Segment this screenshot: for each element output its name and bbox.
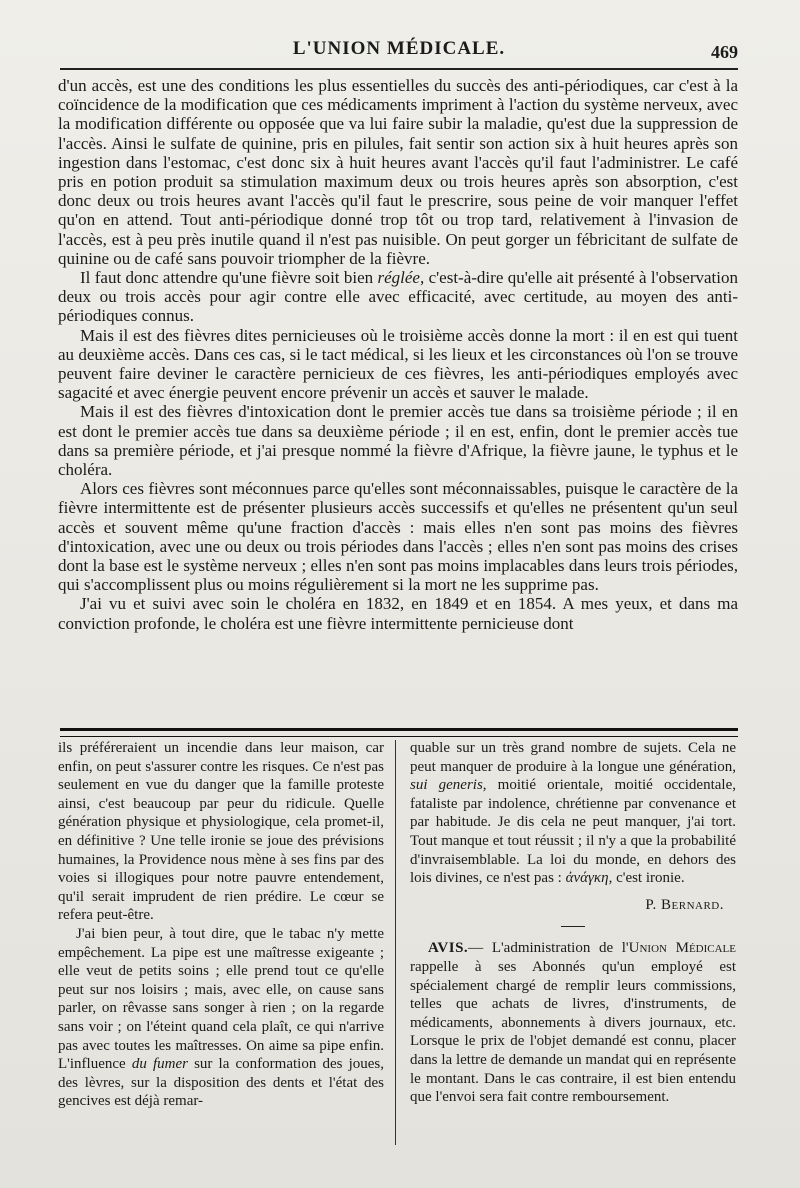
author-signature: P. Bernard. xyxy=(645,896,724,913)
greek-word: ἀνάγκη, xyxy=(565,870,613,887)
main-paragraph-1: d'un accès, est une des conditions les plus essentielles du succès des anti-périodiques, car c'est à la coïncidence de la modification que ces médicaments impriment à l'action du système nerveux, avec la modification différente ou opposée que va lui faire subir la maladie, qu'est due la suppression de l'accès. Ainsi le sulfate de quinine, pris en pilules, fait sentir son action six à huit heures après son ingestion dans l'estomac, c'est donc six à huit heures avant l'accès qu'il faut l'administrer. Le café pris en potion produit sa stimulation maximum deux ou trois heures après son absorption, c'est donc deux ou trois heures avant l'accès qu'il faut le prescrire, sous peine de voir manquer l'effet qu'on en attend. Tout anti-périodique donné trop tôt ou trop tard, relativement à l'invasion de l'accès, est à peu près inutile quand il n'est pas nuisible. On peut gorger un fébricitant de sulfate de quinine ou de café sans pouvoir triompher de la fièvre. xyxy=(58,76,738,268)
text-run: Il faut donc attendre qu'une fièvre soit bien xyxy=(80,268,378,288)
header-rule xyxy=(60,68,738,70)
avis-notice xyxy=(410,939,736,1106)
text-run: — L'administration de l' xyxy=(468,940,629,957)
text-run: quable sur un très grand nombre de sujets. Cela ne peut manquer de produire à la longue une génération, xyxy=(410,740,736,775)
text-run: rappelle à ses Abonnés qu'un employé est spécialement chargé de remplir leurs commissions, telles que achats de livres, d'instruments, de médicaments, abonnements à divers journaux, etc. Lorsque le prix de l'objet demandé est connu, placer dans la lettre de demande un mandat qui en représente le montant. Dans le cas contraire, il est bien entendu que l'envoi sera fait contre remboursement. xyxy=(410,958,736,1106)
left-paragraph-1: ils préféreraient un incendie dans leur maison, car enfin, on peut s'assurer contre les risques. Ce n'est pas seulement en vue du danger que la famille proteste ainsi, c'est beaucoup par peur du ridicule. Quelle génération physique et physiologique, cela promet-il, en définitive ? Une telle ironie se joue des prévisions humaines, la Providence nous mène à ses fins par des voies si illogiques pour notre pauvre entendement, qu'il serait imprudent de rien prédire. Le cœur se refera peut-être. xyxy=(58,740,384,924)
right-paragraph-1 xyxy=(410,739,736,888)
text-run: c'est ironie. xyxy=(612,870,685,887)
emphasis-du-fumer: du fumer xyxy=(131,1056,188,1073)
main-article xyxy=(58,76,738,633)
feuilleton-right-column xyxy=(410,739,736,1107)
journal-name: Union Médicale xyxy=(628,940,736,957)
page-header xyxy=(60,36,738,66)
main-paragraph-6: J'ai vu et suivi avec soin le choléra en 1832, en 1849 et en 1854. A mes yeux, et dans ma conviction profonde, le choléra est une fièvre intermittente pernicieuse dont xyxy=(58,594,738,633)
main-paragraph-2 xyxy=(58,268,738,326)
emphasis-sui-generis: sui generis, xyxy=(410,777,487,794)
journal-title: L'UNION MÉDICALE. xyxy=(292,38,506,59)
main-paragraph-4: Mais il est des fièvres d'intoxication dont le premier accès tue dans sa troisième période ; il en est dont le premier accès tue dans sa deuxième période ; il en est, enfin, dont le premier accès tue dans sa première période, et j'ai presque nommé la fièvre d'Afrique, la fièvre jaune, le typhus et le choléra. xyxy=(58,402,738,480)
emphasis-reglee: réglée, xyxy=(377,268,425,288)
page-number: 469 xyxy=(711,42,738,62)
short-rule xyxy=(561,926,585,927)
feuilleton-left-column xyxy=(58,739,384,1111)
text-run: moitié orientale, moitié occidentale, fataliste par indolence, chrétienne par convenance et par habitude. Je dis cela ne peut manquer, j'ai tort. Tout manque et tout réussit ; il n'y a que la probabilité d'invraisemblable. La loi du monde, en dehors des lois divines, ce n'est pas : xyxy=(410,777,736,887)
column-divider xyxy=(395,740,396,1145)
text-run: J'ai bien peur, à tout dire, que le tabac n'y mette empêchement. La pipe est une maîtresse exigeante ; elle veut de petits soins ; elle prend tout ce qu'elle peut sur nos loisirs ; mais, avec elle, on cause sans parler, on rêvasse sans songer à rien ; on la regarde sans voir ; on l'éteint quand cela plaît, ce qui n'arrive pas avec toutes les maîtresses. On aime sa pipe enfin. L'influence xyxy=(58,925,384,1073)
left-paragraph-2 xyxy=(58,925,384,1111)
main-paragraph-5: Alors ces fièvres sont méconnues parce qu'elles sont méconnaissables, puisque le caractère de la fièvre intermittente est de présenter plusieurs accès successifs et qu'elles ne présentent qu'un seul accès et souvent même qu'une fraction d'accès : mais elles n'en sont pas moins des fièvres d'intoxication, avec une ou deux ou trois périodes dans l'accès ; elles n'en sont pas moins des crises dont la base est le système nerveux ; elles n'en sont pas moins implacables dans leurs trois périodes, qui s'accomplissent plus ou moins régulièrement si la mort ne les supprime pas. xyxy=(58,479,738,595)
feuilleton-separator xyxy=(60,728,738,737)
avis-label: AVIS. xyxy=(428,940,469,957)
main-paragraph-3: Mais il est des fièvres dites pernicieuses où le troisième accès donne la mort : il en est qui tuent au deuxième accès. Dans ces cas, si le tact médical, si les lieux et les circonstances où l'on se trouve peuvent faire deviner le caractère pernicieux de ces fièvres, les anti-périodiques employés avec sagacité et avec énergie peuvent encore prévenir un accès et sauver le malade. xyxy=(58,325,738,403)
text-run: c'est-à-dire qu'elle ait présenté à l'observation deux ou trois accès pour agir contre elle avec efficacité, avec certitude, au moyen des anti-périodiques connus. xyxy=(58,268,738,326)
text-run: sur la conformation des joues, des lèvres, sur la disposition des dents et l'état des gencives est déjà remar- xyxy=(58,1056,385,1110)
